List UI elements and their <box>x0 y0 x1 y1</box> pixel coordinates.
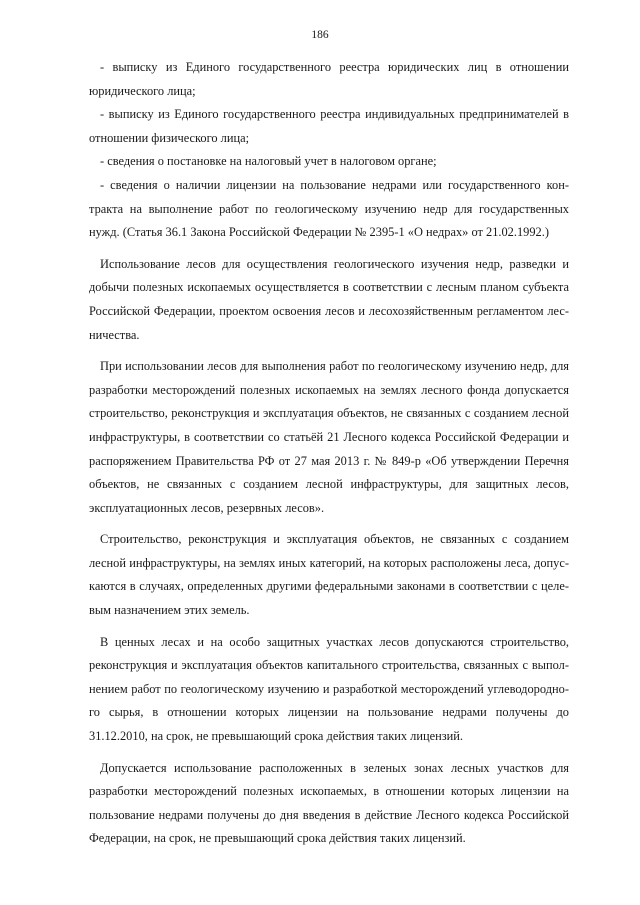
paragraph-subsoil-license: - сведения о наличии лицензии на пользование недрами или государственного контракта на выполнение работ по геологическому изучению недр для государственных нужд. (Статья 36.1 Закона Российской Федерации № 2395-1 «О недрах» от 21.02.1992.) <box>89 177 569 240</box>
paragraph-other-land-categories: Строительство, реконструкция и эксплуатация объектов, не связанных с созданием лесной инфраструктуры, на землях иных категорий, на которых расположены леса, допускаются в случаях, определенных другими федеральными законами в соответствии с целевым назначением этих земель. <box>89 532 569 618</box>
document-body <box>89 56 569 851</box>
paragraph-green-zones: Допускается использование расположенных в зеленых зонах лесных участков для разработки месторождений полезных ископаемых, в отношении которых лицензии на пользование недрами получены до дня введения в действие Лесного кодекса Российской Федерации, на срок, не превышающий срока действия таких лицензий. <box>89 760 569 846</box>
paragraph-valuable-forests: В ценных лесах и на особо защитных участках лесов допускаются строительство, реконструкция и эксплуатация объектов капитального строительства, связанных с выполнением работ по геологическому изучению и разработкой месторождений углеводородного сырья, в отношении которых лицензии на пользование недрами получены до 31.12.2010, на срок, не превышающий срока действия таких лицензий. <box>89 634 569 744</box>
paragraph-extract-entrepreneur: - выписку из Единого государственного реестра индивидуальных предпринимателей в отношении физического лица; <box>89 107 569 145</box>
paragraph-forest-fund-construction: При использовании лесов для выполнения работ по геологическому изучению недр, для разработки месторождений полезных ископаемых на землях лесного фонда допускается строительство, реконструкция и эксплуатация объектов, не связанных с созданием лесной инфраструктуры, в соответствии со статьёй 21 Лесного кодекса Российской Федерации и распоряжением Правительства РФ от 27 мая 2013 г. № 849-р «Об утверждении Перечня объектов, не связанных с созданием лесной инфраструктуры, для защитных лесов, эксплуатационных лесов, резервных лесов». <box>89 359 569 515</box>
paragraph-extract-legal-entity: - выписку из Единого государственного реестра юридических лиц в отношении юридического лица; <box>89 60 569 98</box>
paragraph-tax-registration: - сведения о постановке на налоговый учет в налоговом органе; <box>100 154 437 169</box>
page-number: 186 <box>311 29 329 41</box>
paragraph-forest-use-geology: Использование лесов для осуществления геологического изучения недр, разведки и добычи полезных ископаемых осуществляется в соответствии с лесным планом субъекта Российской Федерации, проектом освоения лесов и лесохозяйственным регламентом лесничества. <box>89 256 569 342</box>
